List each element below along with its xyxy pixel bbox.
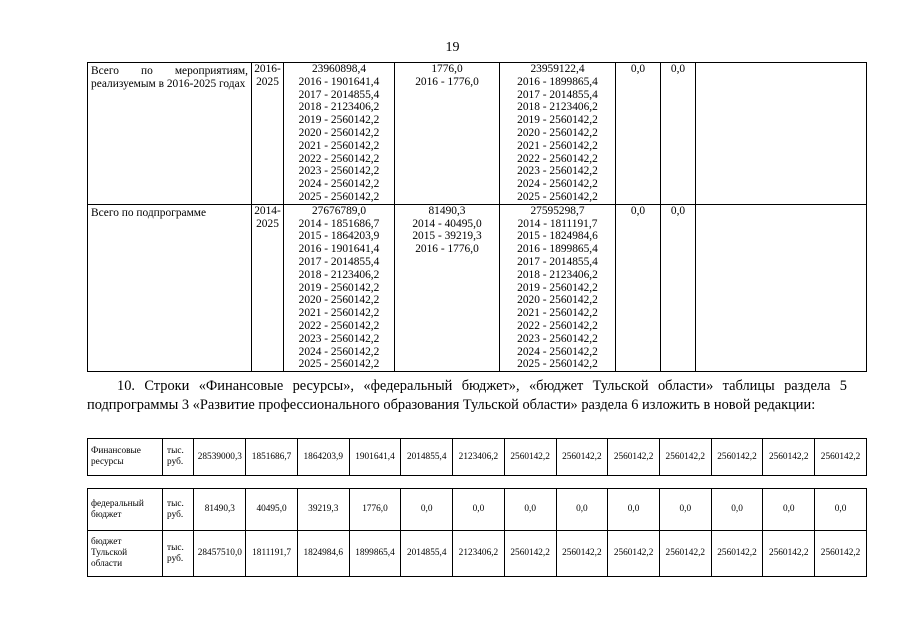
text-line: руб.	[167, 457, 184, 467]
text-line: бюджет	[91, 537, 122, 547]
text-line: 2016 - 1776,0	[415, 75, 479, 88]
text-line: 2019 - 2560142,2	[517, 281, 598, 294]
value-cell: 2560142,2	[815, 531, 867, 577]
value-cell: 0,0	[815, 489, 867, 531]
extra-value: 0,0	[616, 63, 661, 205]
text-line: тыс.	[167, 446, 184, 456]
text-line: 2018 - 2123406,2	[517, 101, 598, 114]
text-line: 1776,0	[431, 63, 463, 75]
text-line: 2025	[256, 75, 279, 88]
text-line: 2017 - 2014855,4	[517, 255, 598, 268]
text-line: 2015 - 39219,3	[412, 230, 482, 243]
row-label	[88, 489, 163, 531]
value-cell: 2560142,2	[659, 439, 711, 476]
text-line: 2017 - 2014855,4	[517, 88, 598, 101]
text-line: Тульской	[91, 548, 128, 558]
text-line: 2021 - 2560142,2	[517, 139, 598, 152]
text-line: 2016 - 1899865,4	[517, 243, 598, 256]
value-cell: 1899865,4	[349, 531, 401, 577]
page-number: 19	[445, 40, 460, 55]
text-line: 2014 - 40495,0	[412, 217, 482, 230]
text-line: 2019 - 2560142,2	[517, 114, 598, 127]
table-row	[88, 439, 867, 476]
text-line: 2014 - 1811191,7	[517, 217, 598, 230]
text-line: 2023 - 2560142,2	[298, 332, 380, 345]
text-line: 2023 - 2560142,2	[517, 165, 598, 178]
text-line: 2016 - 1901641,4	[298, 75, 380, 88]
federal-column	[395, 204, 500, 371]
text-line: 23959122,4	[530, 63, 585, 75]
text-line: 23960898,4	[311, 63, 367, 75]
total-column	[284, 63, 395, 205]
value-cell: 2560142,2	[711, 531, 763, 577]
unit	[163, 531, 194, 577]
text-line: 2021 - 2560142,2	[298, 139, 380, 152]
text-line: 2016 - 1776,0	[415, 243, 479, 256]
value-cell: 28539000,3	[194, 439, 246, 476]
text-line: 27595298,7	[530, 204, 585, 217]
text-line: 27676789,0	[311, 204, 367, 217]
text-line: 2015 - 1824984,6	[517, 230, 598, 243]
value-cell: 1811191,7	[246, 531, 298, 577]
text-line: 2017 - 2014855,4	[298, 88, 380, 101]
value-cell: 2560142,2	[608, 439, 660, 476]
period	[252, 63, 284, 205]
text-line: 2020 - 2560142,2	[298, 126, 380, 139]
regional-column	[500, 63, 616, 205]
value-cell: 0,0	[608, 489, 660, 531]
text-line: 2024 - 2560142,2	[298, 178, 380, 191]
text-line: 2021 - 2560142,2	[298, 307, 380, 320]
text-line: 81490,3	[428, 204, 466, 217]
regional-column	[500, 204, 616, 371]
text-line: 2022 - 2560142,2	[517, 319, 598, 332]
unit	[163, 439, 194, 476]
text-line: 2018 - 2123406,2	[298, 268, 380, 281]
extra-value: 0,0	[661, 204, 696, 371]
text-line: 2025 - 2560142,2	[298, 358, 380, 371]
text-line: 2017 - 2014855,4	[298, 255, 380, 268]
text-line: 2025 - 2560142,2	[298, 190, 380, 203]
table-row	[88, 63, 867, 205]
text-line: 2023 - 2560142,2	[298, 165, 380, 178]
paragraph-text: Строки «Финансовые ресурсы», «федеральный бюджет», «бюджет Тульской области» таблицы раздела 5 подпрограммы 3 «Развитие профессионального образования Тульской области» раздела 6 изложить в новой редакции:	[87, 378, 847, 413]
table-row	[88, 531, 867, 577]
value-cell: 40495,0	[246, 489, 298, 531]
value-cell: 2560142,2	[659, 531, 711, 577]
table-row	[88, 204, 867, 371]
value-cell: 2560142,2	[815, 439, 867, 476]
text-line: 2014-	[254, 204, 281, 217]
value-cell: 39219,3	[297, 489, 349, 531]
text-line: 2016 - 1899865,4	[517, 75, 598, 88]
text-line: 2021 - 2560142,2	[517, 307, 598, 320]
text-line: 2018 - 2123406,2	[517, 268, 598, 281]
value-cell: 2560142,2	[556, 531, 608, 577]
value-cell: 81490,3	[194, 489, 246, 531]
text-line: 2020 - 2560142,2	[517, 294, 598, 307]
text-line: 2020 - 2560142,2	[517, 126, 598, 139]
text-line: ресурсы	[91, 457, 124, 467]
budgets-table	[87, 488, 867, 577]
row-name: Всего по подпрограмме	[88, 204, 252, 371]
main-table	[87, 62, 867, 372]
text-line: Финансовые	[91, 446, 141, 456]
value-cell: 2123406,2	[453, 531, 505, 577]
text-line: 2022 - 2560142,2	[517, 152, 598, 165]
text-line: 2019 - 2560142,2	[298, 281, 380, 294]
text-line: 2015 - 1864203,9	[298, 230, 380, 243]
unit	[163, 489, 194, 531]
value-cell: 2014855,4	[401, 439, 453, 476]
value-cell: 2560142,2	[763, 531, 815, 577]
text-line: 2025	[256, 217, 279, 230]
text-line: 2016 - 1901641,4	[298, 243, 380, 256]
value-cell: 2560142,2	[763, 439, 815, 476]
text-line: 2014 - 1851686,7	[298, 217, 380, 230]
financial-resources-table	[87, 438, 867, 476]
row-label	[88, 531, 163, 577]
amendment-paragraph	[87, 377, 847, 415]
text-line: 2020 - 2560142,2	[298, 294, 380, 307]
text-line: 2025 - 2560142,2	[517, 358, 598, 371]
value-cell: 0,0	[401, 489, 453, 531]
value-cell: 2560142,2	[504, 531, 556, 577]
value-cell: 28457510,0	[194, 531, 246, 577]
value-cell: 0,0	[763, 489, 815, 531]
value-cell: 2560142,2	[504, 439, 556, 476]
value-cell: 2560142,2	[556, 439, 608, 476]
empty-cell	[696, 63, 867, 205]
value-cell: 2560142,2	[711, 439, 763, 476]
value-cell: 2123406,2	[453, 439, 505, 476]
value-cell: 1901641,4	[349, 439, 401, 476]
paragraph-number: 10.	[117, 378, 135, 394]
text-line: руб.	[167, 553, 184, 564]
text-line: области	[91, 559, 123, 569]
extra-value: 0,0	[616, 204, 661, 371]
extra-value: 0,0	[661, 63, 696, 205]
value-cell: 2560142,2	[608, 531, 660, 577]
value-cell: 1851686,7	[246, 439, 298, 476]
table-row	[88, 489, 867, 531]
value-cell: 0,0	[504, 489, 556, 531]
text-line: 2018 - 2123406,2	[298, 101, 380, 114]
value-cell: 1824984,6	[297, 531, 349, 577]
row-label	[88, 439, 163, 476]
text-line: 2024 - 2560142,2	[298, 345, 380, 358]
value-cell: 0,0	[556, 489, 608, 531]
text-line: 2023 - 2560142,2	[517, 332, 598, 345]
row-name: Всего по мероприятиям, реализуемым в 2016-2025 годах	[88, 63, 252, 205]
text-line: руб.	[167, 509, 184, 520]
text-line: 2025 - 2560142,2	[517, 190, 598, 203]
value-cell: 0,0	[453, 489, 505, 531]
text-line: тыс.	[167, 498, 184, 509]
text-line: 2024 - 2560142,2	[517, 178, 598, 191]
value-cell: 0,0	[711, 489, 763, 531]
text-line: федеральный	[91, 498, 144, 509]
text-line: 2022 - 2560142,2	[298, 152, 380, 165]
total-column	[284, 204, 395, 371]
value-cell: 0,0	[659, 489, 711, 531]
text-line: 2016-	[254, 63, 281, 75]
federal-column	[395, 63, 500, 205]
period	[252, 204, 284, 371]
value-cell: 2014855,4	[401, 531, 453, 577]
text-line: бюджет	[91, 509, 122, 520]
empty-cell	[696, 204, 867, 371]
value-cell: 1776,0	[349, 489, 401, 531]
text-line: 2019 - 2560142,2	[298, 114, 380, 127]
text-line: 2024 - 2560142,2	[517, 345, 598, 358]
text-line: тыс.	[167, 542, 184, 553]
text-line: 2022 - 2560142,2	[298, 319, 380, 332]
value-cell: 1864203,9	[297, 439, 349, 476]
